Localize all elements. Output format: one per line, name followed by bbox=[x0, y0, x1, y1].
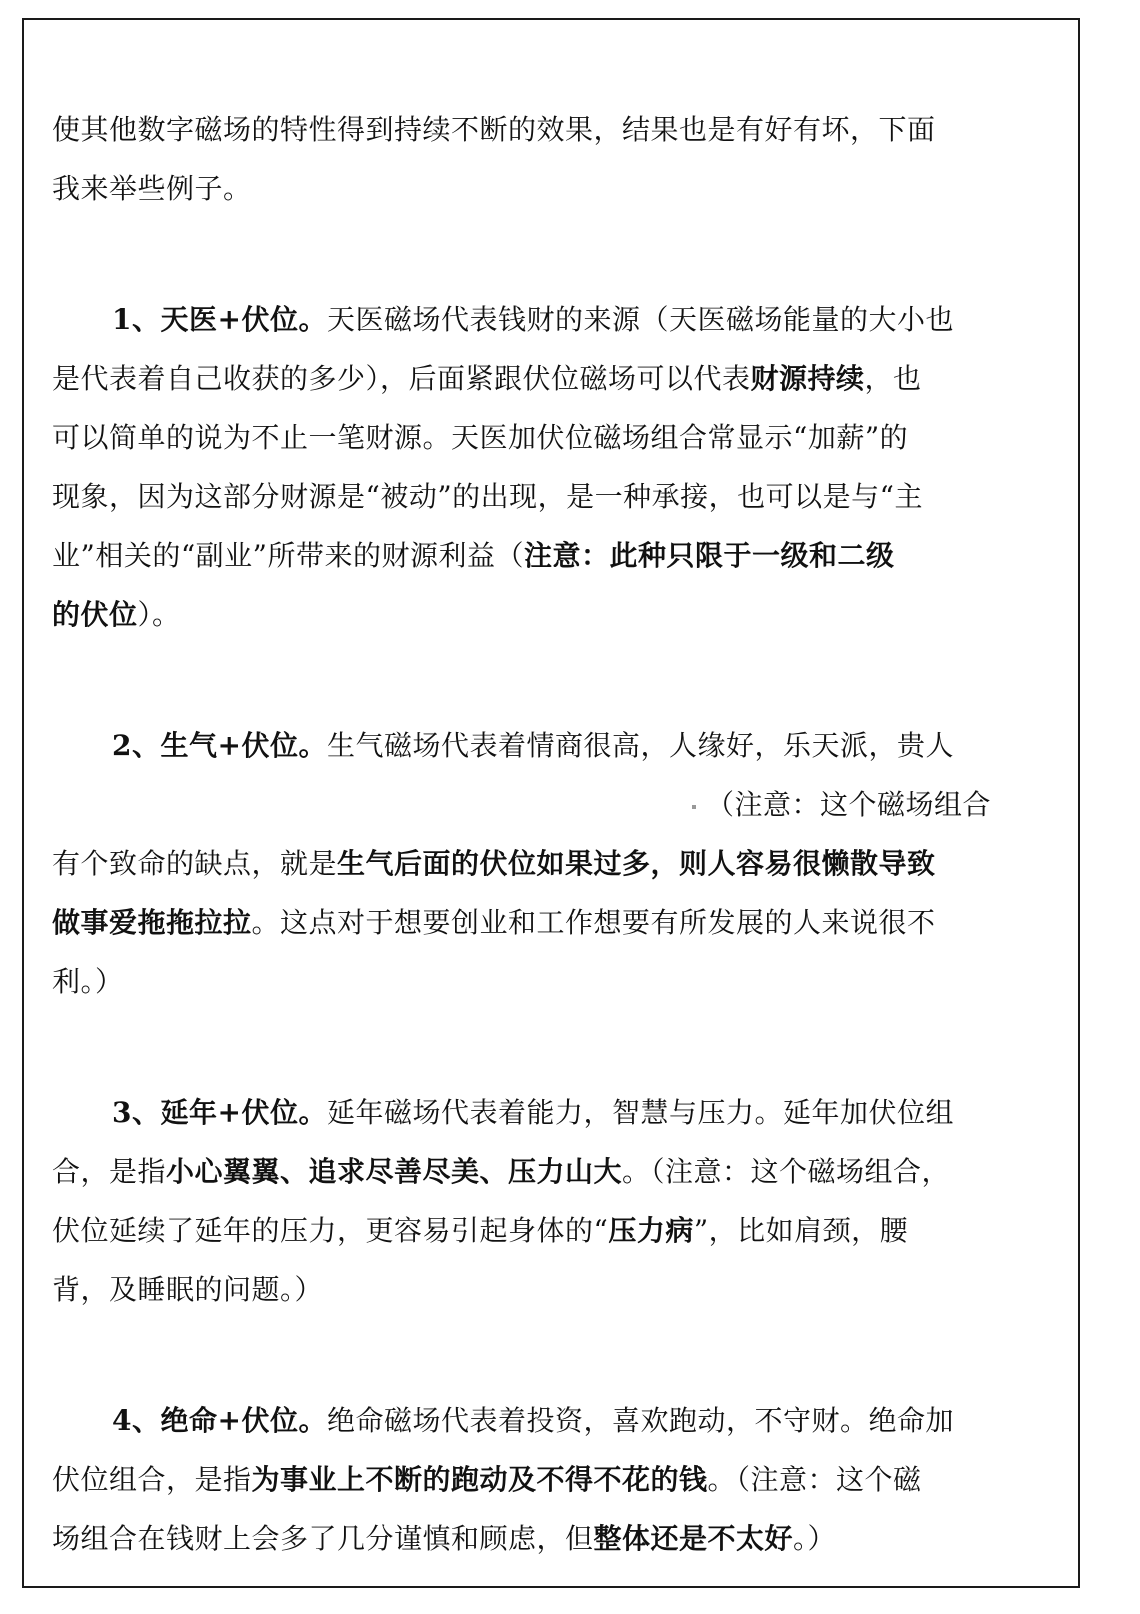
item-3-bold-2: 小心翼翼、追求尽善尽美、压力山大 bbox=[166, 1155, 623, 1188]
item-4-bold-2: 为事业上不断的跑动及不得不花的钱 bbox=[251, 1463, 708, 1496]
item-2-line-1 bbox=[52, 716, 1032, 775]
item-2-paragraph bbox=[52, 716, 1032, 1011]
document-body bbox=[52, 100, 1032, 1568]
item-2-bold-4: 做事爱拖拖拉拉 bbox=[52, 906, 252, 939]
item-3-text-2a: 合，是指 bbox=[52, 1155, 167, 1188]
item-1-line-4: 现象，因为这部分财源是“被动”的出现，是一种承接，也可以是与“主 bbox=[52, 480, 923, 513]
item-1-bold-6: 的伏位 bbox=[52, 598, 138, 631]
item-4-line-1 bbox=[52, 1391, 1032, 1450]
item-3-paragraph bbox=[52, 1083, 1032, 1319]
item-3-text-3c: ”，比如肩颈，腰 bbox=[693, 1214, 909, 1247]
item-2-line-2 bbox=[52, 775, 1032, 834]
item-2-line-3 bbox=[52, 834, 1032, 893]
item-4-title: 4、绝命+伏位。 bbox=[112, 1404, 327, 1437]
scan-speck bbox=[692, 805, 696, 809]
item-1-line-1 bbox=[52, 290, 1032, 349]
item-1-bold-2: 财源持续 bbox=[750, 362, 865, 395]
item-1-bold-5: 注意：此种只限于一级和二级 bbox=[523, 539, 895, 572]
item-3-line-1 bbox=[52, 1083, 1032, 1142]
item-2-title: 2、生气+伏位。 bbox=[112, 729, 327, 762]
item-4-paragraph bbox=[52, 1391, 1032, 1568]
paragraph-gap bbox=[52, 1319, 1032, 1391]
item-1-text-2a: 是代表着自己收获的多少），后面紧跟伏位磁场可以代表 bbox=[52, 362, 751, 395]
item-1-title: 1、天医+伏位。 bbox=[112, 303, 327, 336]
item-1-line-6 bbox=[52, 585, 1032, 644]
item-4-line-2 bbox=[52, 1450, 1032, 1509]
item-3-line-4: 背，及睡眠的问题。） bbox=[52, 1273, 324, 1306]
item-2-line-4 bbox=[52, 893, 1032, 952]
item-4-line-3 bbox=[52, 1509, 1032, 1568]
intro-paragraph bbox=[52, 100, 1032, 218]
item-1-line-3: 可以简单的说为不止一笔财源。天医加伏位磁场组合常显示“加薪”的 bbox=[52, 421, 909, 454]
item-4-text-3a: 场组合在钱财上会多了几分谨慎和顾虑，但 bbox=[52, 1522, 594, 1555]
item-2-line-5: 利。） bbox=[52, 965, 124, 998]
item-4-text-2c: 。（注意：这个磁 bbox=[707, 1463, 922, 1496]
item-1-text-5a: 业”相关的“副业”所带来的财源利益（ bbox=[52, 539, 524, 572]
item-4-text-2a: 伏位组合，是指 bbox=[52, 1463, 252, 1496]
item-2-bold-3: 生气后面的伏位如果过多，则人容易很懒散导致 bbox=[337, 847, 936, 880]
item-3-line-3 bbox=[52, 1201, 1032, 1260]
item-1-paragraph bbox=[52, 290, 1032, 644]
item-3-bold-3: 压力病 bbox=[608, 1214, 694, 1247]
item-1-line-5 bbox=[52, 526, 1032, 585]
item-4-text-1: 绝命磁场代表着投资，喜欢跑动，不守财。绝命加 bbox=[326, 1404, 954, 1437]
paragraph-gap bbox=[52, 218, 1032, 290]
item-4-bold-3: 整体还是不太好 bbox=[593, 1522, 794, 1555]
item-1-text-6b: ）。 bbox=[137, 598, 181, 631]
item-3-text-1: 延年磁场代表着能力，智慧与压力。延年加伏位组 bbox=[326, 1096, 954, 1129]
intro-line-2: 我来举些例子。 bbox=[52, 172, 252, 205]
item-3-text-2c: 。（注意：这个磁场组合， bbox=[622, 1155, 951, 1188]
item-1-line-2 bbox=[52, 349, 1032, 408]
paragraph-gap bbox=[52, 644, 1032, 716]
item-2-text-2: （注意：这个磁场组合 bbox=[706, 788, 992, 821]
item-3-title: 3、延年+伏位。 bbox=[112, 1096, 327, 1129]
item-2-text-1: 生气磁场代表着情商很高，人缘好，乐天派，贵人 bbox=[326, 729, 954, 762]
item-2-text-4b: 。这点对于想要创业和工作想要有所发展的人来说很不 bbox=[251, 906, 936, 939]
item-3-text-3a: 伏位延续了延年的压力，更容易引起身体的“ bbox=[52, 1214, 609, 1247]
paragraph-gap bbox=[52, 1011, 1032, 1083]
item-1-text-1: 天医磁场代表钱财的来源（天医磁场能量的大小也 bbox=[326, 303, 954, 336]
item-2-text-3a: 有个致命的缺点，就是 bbox=[52, 847, 338, 880]
item-4-text-3c: 。） bbox=[793, 1522, 837, 1555]
intro-line-1: 使其他数字磁场的特性得到持续不断的效果，结果也是有好有坏，下面 bbox=[52, 113, 936, 146]
item-1-text-2c: ，也 bbox=[864, 362, 922, 395]
item-3-line-2 bbox=[52, 1142, 1032, 1201]
